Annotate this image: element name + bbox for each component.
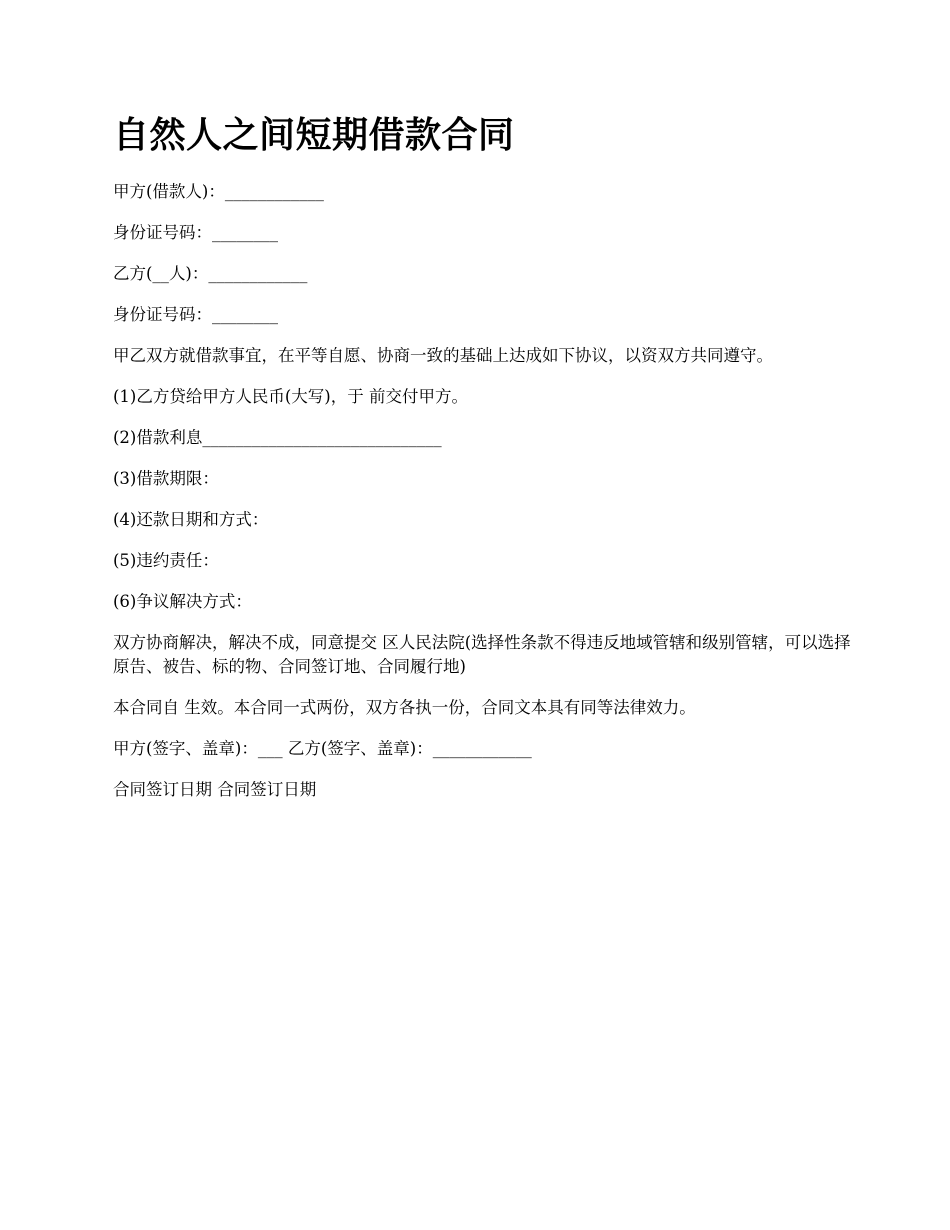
clause-5-liability: (5)违约责任： [113,551,219,570]
clause-3-term: (3)借款期限： [113,469,219,488]
signature-line: 甲方(签字、盖章)：___ 乙方(签字、盖章)：____________ [113,739,532,758]
party-a-id-number-line: 身份证号码：________ [113,223,278,242]
effectiveness-clause: 本合同自 生效。本合同一式两份，双方各执一份，合同文本具有同等法律效力。 [113,698,696,717]
party-a-borrower-line: 甲方(借款人)：____________ [113,182,324,201]
clause-1-loan-amount: (1)乙方贷给甲方人民币(大写)，于 前交付甲方。 [113,387,468,406]
clause-4-repayment: (4)还款日期和方式： [113,510,269,529]
party-b-lender-line: 乙方(__人)：____________ [113,264,308,283]
clause-2-interest: (2)借款利息_____________________________ [113,428,442,447]
signing-date-line: 合同签订日期 合同签订日期 [113,780,317,799]
agreement-preamble: 甲乙双方就借款事宜，在平等自愿、协商一致的基础上达成如下协议，以资双方共同遵守。 [113,346,773,365]
party-b-id-number-line: 身份证号码：________ [113,305,278,324]
dispute-resolution-detail: 双方协商解决，解决不成，同意提交 区人民法院(选择性条款不得违反地域管辖和级别管辖，可以选择原告、被告、标的物、合同签订地、合同履行地) [113,633,851,676]
document-title: 自然人之间短期借款合同 [113,115,515,156]
clause-6-dispute-resolution: (6)争议解决方式： [113,592,252,611]
document-page [113,112,858,819]
